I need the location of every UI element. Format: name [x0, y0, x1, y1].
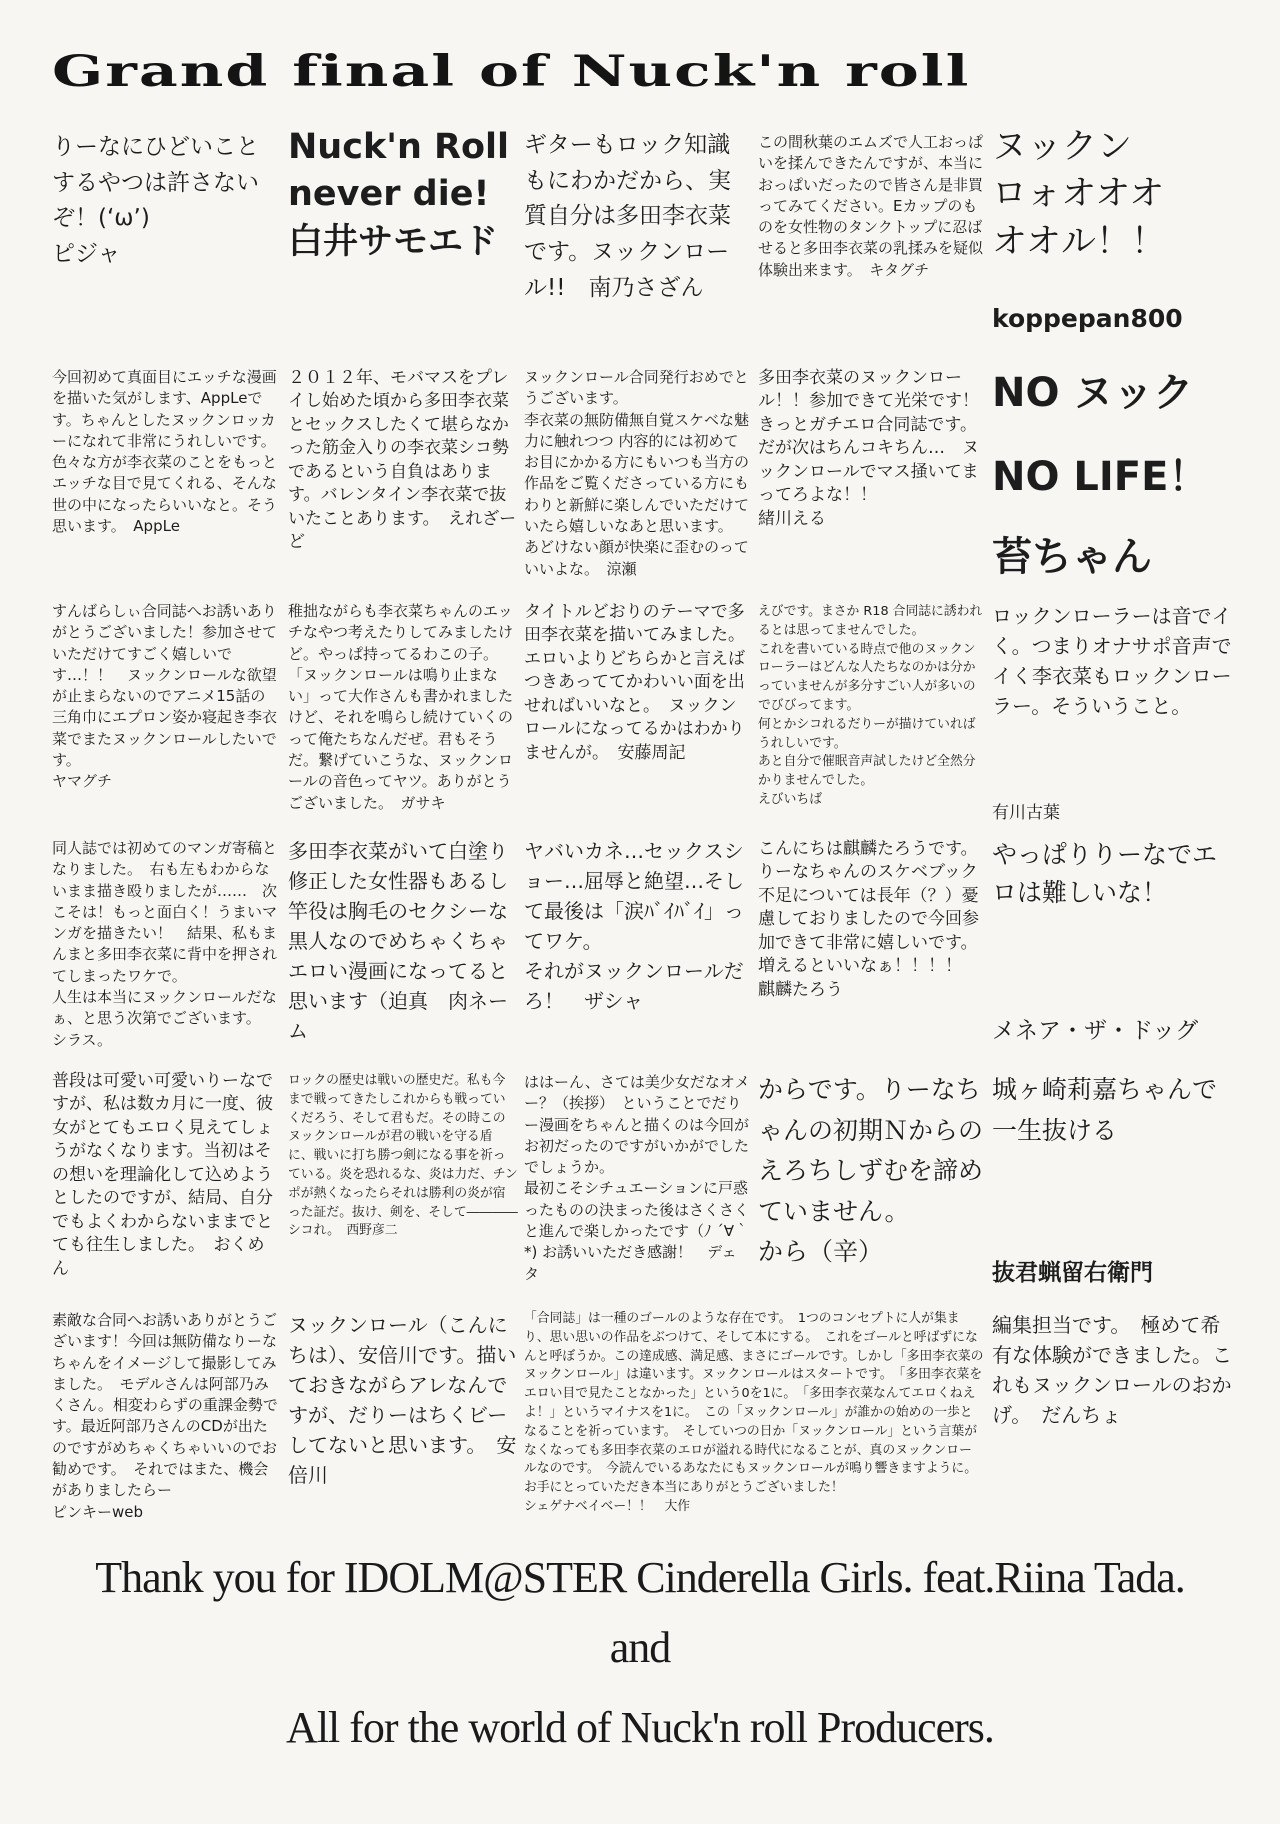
comment-r2-c5-line1: NO ヌック [992, 370, 1194, 416]
footer-line-3: All for the world of Nuck'n roll Producers. [286, 1703, 994, 1752]
comment-r3-c2: 稚拙ながらも李衣菜ちゃんのエッチなやつ考えたりしてみましたけど。やっぱ持ってるわこの子。「ヌックンロールは鳴り止まない」って大作さんも書かれましたけど、それを鳴らし続けていくのって俺たちなんだぜ。君もそうだ。繋げていこうな、ヌックンロールの音色ってヤツ。ありがとうございました。 ガサキ [288, 602, 514, 812]
comment-r2-c4: 多田李衣菜のヌックンロール！！参加できて光栄です！ きっとガチエロ合同誌です。だが次はちんコキちん… ヌックンロールでマス掻いてまってろよな！！ 緒川える [758, 368, 979, 529]
comment-r3-c4: えびです。まさか R18 合同誌に誘われるとは思ってませんでした。 これを書いている時点で他のヌックンローラーはどんな人たちなのかは分かっていませんが多分すごい人が多いのでびびってます。 何とかシコれるだりーが描けていればうれしいです。 あと自分で催眠音声試したけど全然分かりませんでした。 えびいちば [758, 604, 983, 807]
comment-r2-c5-sig: 苔ちゃん [992, 534, 1152, 580]
comment-r4-c2: 多田李衣菜がいて白塗り修正した女性器もあるし竿役は胸毛のセクシーな黒人なのでめちゃくちゃエロい漫画になってると思います（迫真 肉ネーム [288, 839, 508, 1043]
comment-r2-c2: ２０１２年、モバマスをプレイし始めた頃から多田李衣菜とセックスしたくて堪らなかった筋金入りの李衣菜シコ勢であるという自負はあります。バレンタイン李衣菜で抜いたことあります。 えれざーど [288, 368, 517, 553]
comment-r4-c3: ヤバいカネ…セックスショー…屈辱と絶望…そして最後は「涙ﾊﾞｲﾊﾞｲ」ってワケ。 それがヌックンロールだろ！ ザシャ [524, 839, 744, 1013]
signature-r5-c5: 抜君蝋留右衛門 [992, 1260, 1153, 1286]
comment-r2-c3: ヌックンロール合同発行おめでとうございます。 李衣菜の無防備無自覚スケベな魅力に触れつつ 内容的には初めてお目にかかる方にもいつも当方の作品をご覧くださっている方にもわりと新鮮に楽しんでいただけていたら嬉しいなあと思います。 あどけない顔が快楽に歪むのっていいよな。 涼瀬 [524, 368, 750, 578]
comment-r2-c5-line2: NO LIFE！ [992, 454, 1209, 500]
comment-r3-c1: すんばらしぃ合同誌へお誘いありがとうございました！参加させていただけてすごく嬉しいです…！！ ヌックンロールな欲望が止まらないのでアニメ15話の三角巾にエプロン姿か寝起き李衣菜でまたヌックンロールしたいです。 ヤマグチ [52, 602, 278, 791]
signature-r4-c5: メネア・ザ・ドッグ [992, 1018, 1199, 1044]
page-title: Grand final of Nuck'n roll [52, 46, 971, 97]
signature-r1-c5: koppepan800 [992, 304, 1183, 333]
comment-r3-c3: タイトルどおりのテーマで多田李衣菜を描いてみました。 エロいよりどちらかと言えばつきあっててかわいい面を出せればいいなと。 ヌックンロールになってるかはわかりませんが。 安藤周記 [524, 602, 754, 763]
comment-r6-c5: 編集担当です。 極めて希有な体験ができました。これもヌックンロールのおかげ。 だんちょ [992, 1313, 1232, 1427]
comment-r1-c5: ヌックン ロォオオオ オオル！！ [992, 127, 1166, 262]
comment-r5-c4: からです。りーなちゃんの初期Ｎからのえろちしずむを諦めていません。 から（辛） [758, 1075, 984, 1266]
comment-r1-c2: Nuck'n Roll never die! 白井サモエド [288, 127, 510, 262]
comment-r1-c1: りーなにひどいことするやつは許さないぞ！(ʻωʼ) ピジャ [52, 134, 259, 267]
comment-r5-c5: 城ヶ崎莉嘉ちゃんで一生抜ける [992, 1075, 1218, 1145]
signature-r3-c5: 有川古葉 [992, 803, 1060, 823]
comment-r4-c1: 同人誌では初めてのマンガ寄稿となりました。 右も左もわからないまま描き殴りましたが…… 次こそは！もっと面白く！うまいマンガを描きたい！ 結果、私もまんまと多田李衣菜に背中を押されてしまったワケで。 人生は本当にヌックンロールだなぁ、と思う次第でございます。 シラス。 [52, 839, 278, 1049]
comment-r6-c34: 「合同誌」は一種のゴールのような存在です。 1つのコンセプトに人が集まり、思い思いの作品をぶつけて、そして本にする。 これをゴールと呼ばずになんと呼ぼうか。この達成感、満足感、まさにゴールです。しかし「多田李衣菜のヌックンロール」は違います。ヌックンロールはスタートです。 「多田李衣菜をエロい目で見たことなかった」という0を1に。 「多田李衣菜なんてエロくねえよ！」というマイナスを1に。 この「ヌックンロール」が誰かの始めの一歩となることを祈っています。 そしていつの日か「ヌックンロール」という言葉がなくなっても多田李衣菜のエロが溢れる時代になることが、真のヌックンロールなのです。 今読んでいるあなたにもヌックンロールが鳴り響きますように。 お手にとっていただき本当にありがとうございました！ シェゲナベイベー！！ 大作 [524, 1311, 984, 1514]
comment-r6-c2: ヌックンロール（こんにちは）、安倍川です。描いておきながらアレなんですが、だりーはちくビーしてないと思います。 安倍川 [288, 1313, 517, 1487]
comment-r5-c1: 普段は可愛い可愛いりーなですが、私は数カ月に一度、彼女がとてもエロく見えてしょうがなくなります。当初はその想いを理論化して込めようとしたのですが、結局、自分でもよくわからないままでとても往生しました。 おくめん [52, 1071, 273, 1279]
comment-r1-c4: この間秋葉のエムズで人工おっぱいを揉んできたんですが、本当におっぱいだったので皆さん是非買ってみてください。Eカップのものを女性物のタンクトップに忍ばせると多田李衣菜の乳揉みを疑似体験出来ます。 キタグチ [758, 133, 984, 279]
comment-r5-c2: ロックの歴史は戦いの歴史だ。私も今まで戦ってきたしこれからも戦っていくだろう、そして君もだ。その時このヌックンロールが君の戦いを守る盾に、戦いに打ち勝つ剣になる事を祈っている。炎を恐れるな、炎は力だ、チンポが熱くなったらそれは勝利の炎が宿った証だ。抜け、剣を、そして――――シコれ。 西野彦二 [288, 1073, 518, 1239]
comment-r3-c5: ロックンローラーは音でイく。つまりオナサポ音声でイく李衣菜もロックンローラー。そういうこと。 [992, 604, 1232, 718]
footer-line-1: Thank you for IDOLM@STER Cinderella Girls. feat.Riina Tada. [95, 1553, 1185, 1602]
comment-r2-c1: 今回初めて真面目にエッチな漫画を描いた気がします、AppLeです。ちゃんとしたヌックンロッカーになれて非常にうれしいです。色々な方が李衣菜のことをもっとエッチな目で見てくれる、そんな世の中になったらいいなと。そう思います。 AppLe [52, 368, 278, 536]
comment-r5-c3: ははーん、さては美少女だなオメー？（挨拶） ということでだりー漫画をちゃんと描くのは今回がお初だったのですがいかがでしたでしょうか。 最初こそシチュエーションに戸惑ったものの決まった後はさくさくと進んで楽しかったです（ﾉ ´∀｀*) お誘いいただき感謝！ デェタ [524, 1073, 750, 1283]
footer-line-2: and [609, 1623, 671, 1672]
comment-r6-c1: 素敵な合同へお誘いありがとうございます！今回は無防備なりーなちゃんをイメージして撮影してみました。 モデルさんは阿部乃みくさん。相変わらずの重課金勢です。最近阿部乃さんのCDが出たのですがめちゃくちゃいいのでお勧めです。 それではまた、機会がありましたらー ピンキーweb [52, 1311, 278, 1521]
comment-r4-c5: やっぱりりーなでエロは難しいな！ [992, 840, 1218, 907]
comment-r1-c3: ギターもロック知識もにわかだから、実質自分は多田李衣菜です。ヌックンロール!! 南乃さざん [524, 132, 731, 301]
comment-r4-c4: こんにちは麒麟たろうです。りーなちゃんのスケベブック不足については長年（？）憂慮しておりましたので今回参加できて非常に嬉しいです。増えるといいなぁ！！！！ 麒麟たろう [758, 839, 979, 1000]
